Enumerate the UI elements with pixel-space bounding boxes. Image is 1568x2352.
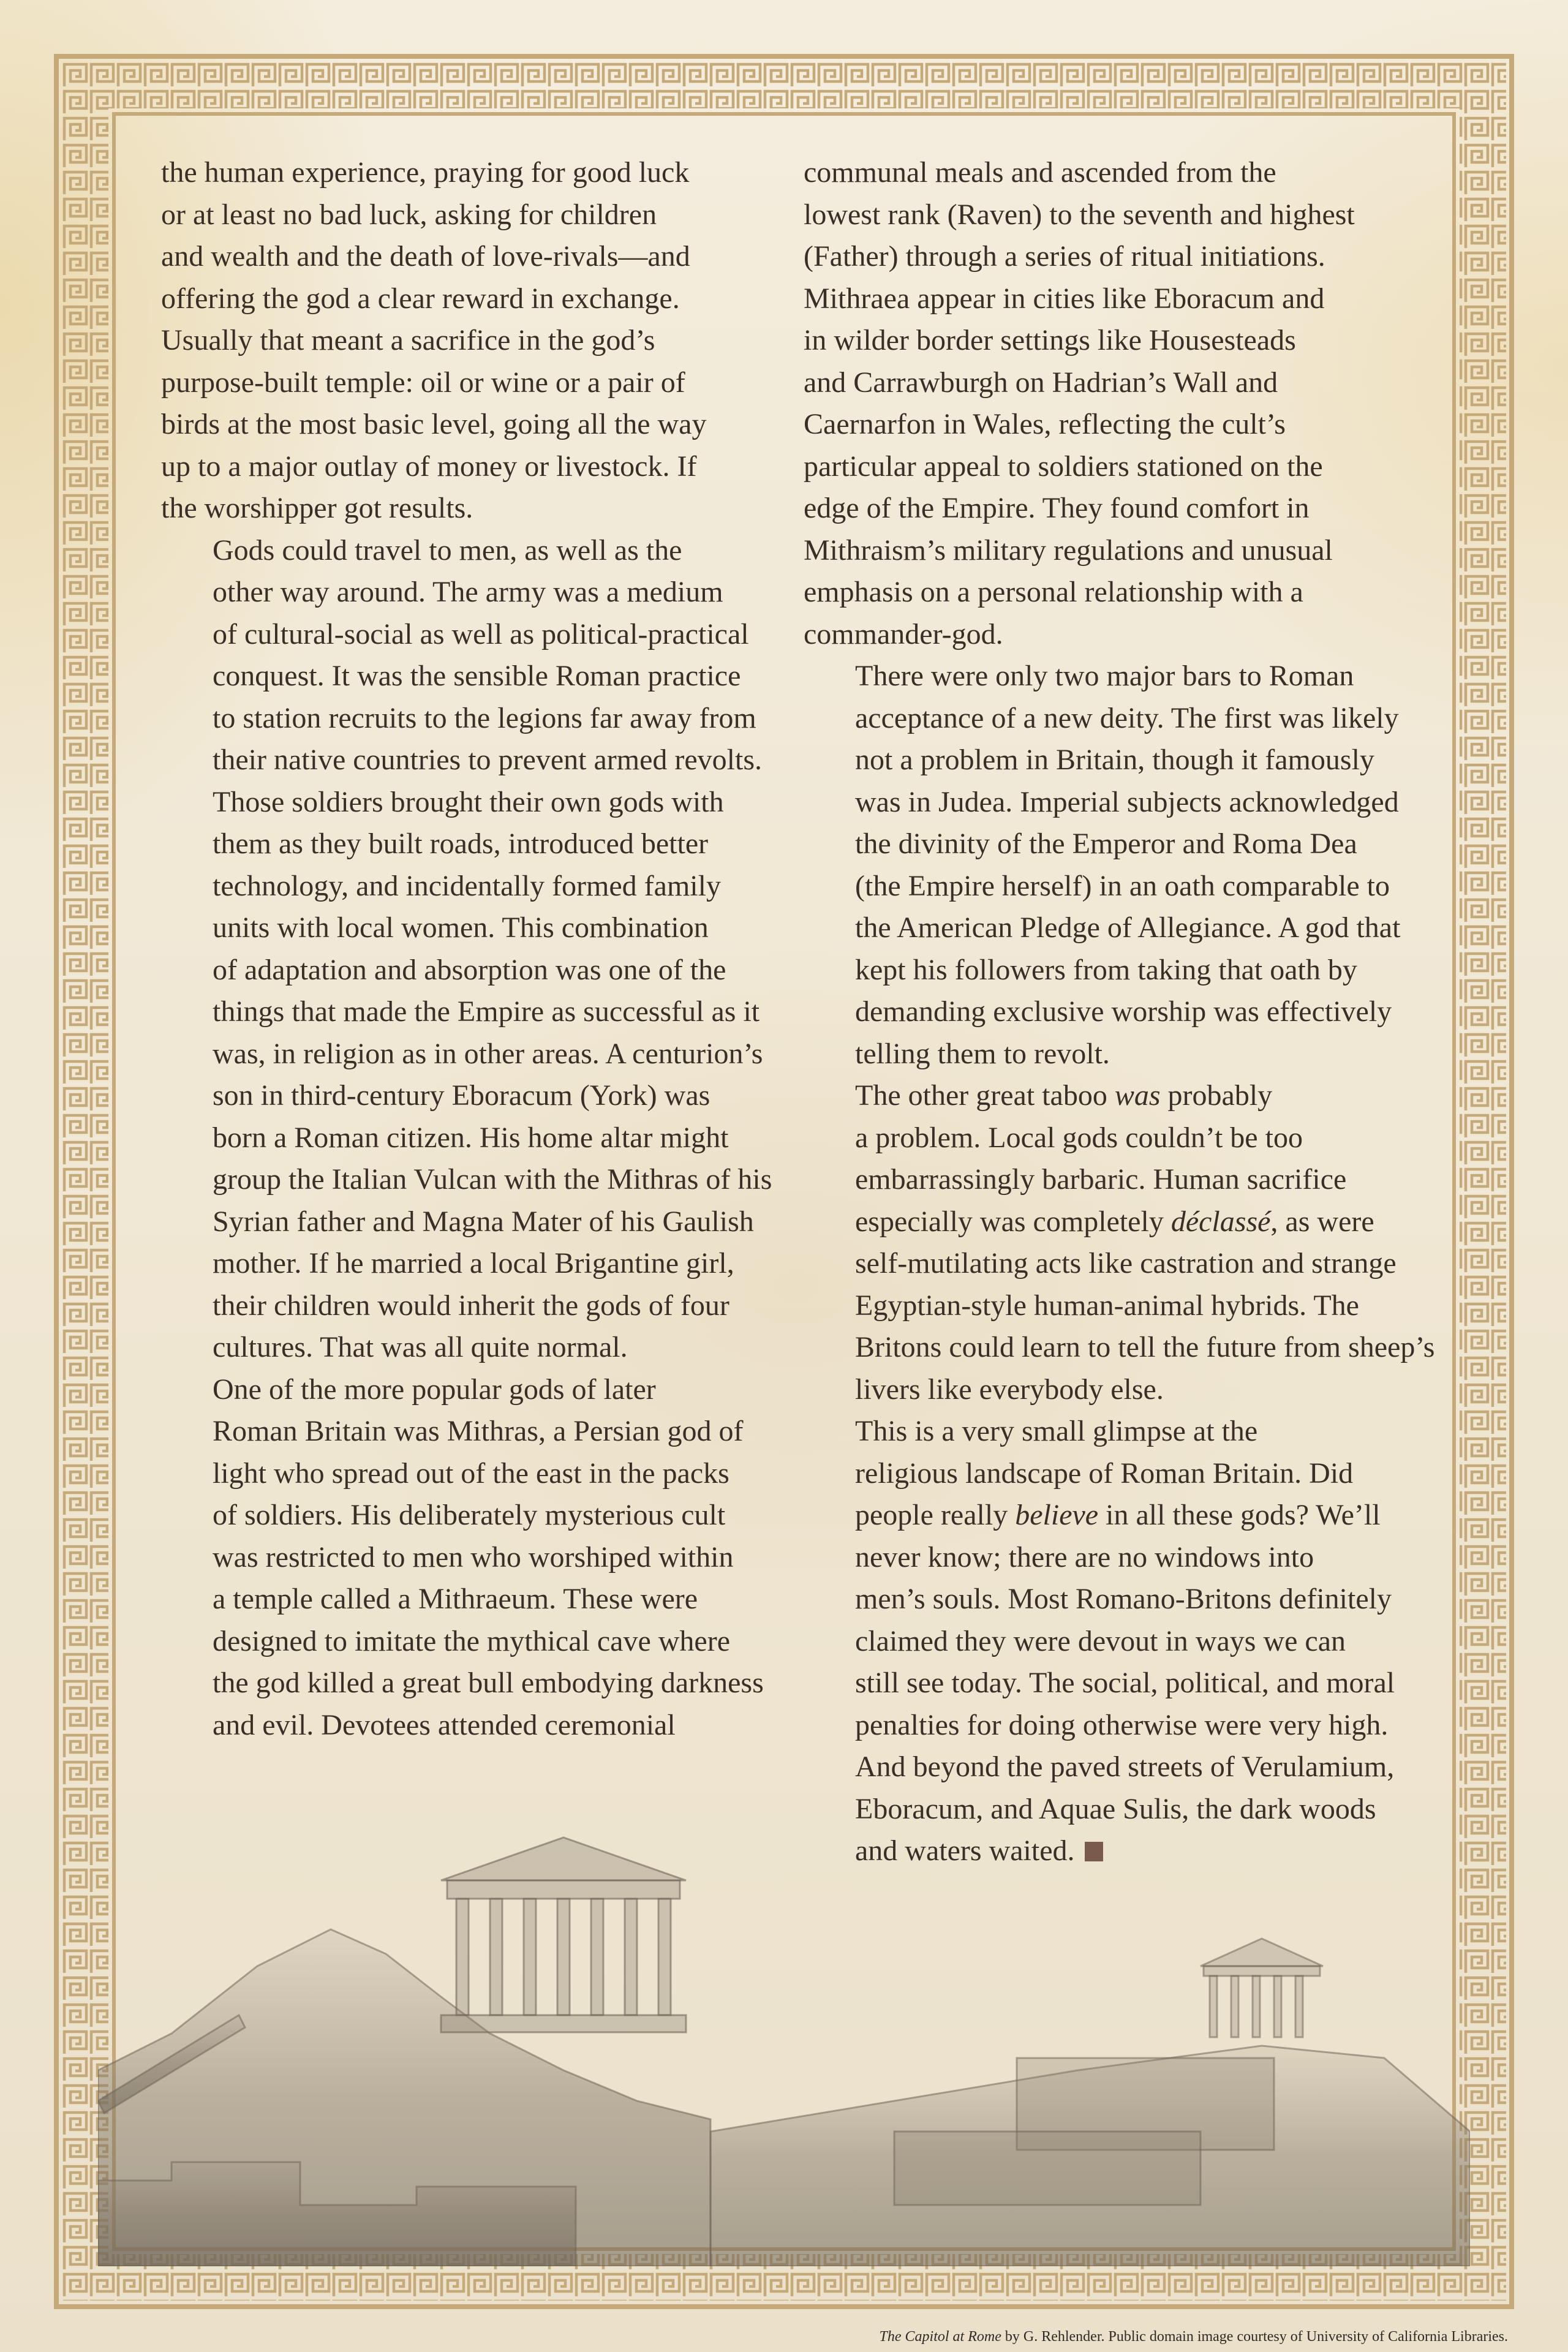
text-line: to station recruits to the legions far away from: [213, 701, 756, 734]
text-line: them as they built roads, introduced better: [213, 827, 709, 860]
text-line: in wilder border settings like Housesteads: [804, 324, 1296, 356]
text-line: people really believe in all these gods? We’ll: [855, 1499, 1381, 1531]
text-line: of adaptation and absorption was one of the: [213, 953, 726, 986]
text-line: and waters waited.: [804, 1830, 1416, 1872]
text-line: birds at the most basic level, going all the way: [161, 408, 707, 440]
text-line: There were only two major bars to Roman: [855, 660, 1354, 692]
text-line: penalties for doing otherwise were very high.: [855, 1708, 1389, 1741]
caption-title: The Capitol at Rome: [879, 2329, 1001, 2345]
text-line: Egyptian-style human-animal hybrids. The: [855, 1289, 1359, 1322]
text-line: and wealth and the death of love-rivals—and: [161, 240, 690, 273]
text-line: Britons could learn to tell the future from sheep’s: [855, 1331, 1435, 1363]
text-line: (Father) through a series of ritual initiations.: [804, 240, 1325, 273]
text-line: The other great taboo was probably: [855, 1079, 1273, 1112]
text-line: communal meals and ascended from the: [804, 156, 1276, 189]
text-line: And beyond the paved streets of Verulamium,: [855, 1751, 1395, 1783]
text-line: embarrassingly barbaric. Human sacrifice: [855, 1163, 1347, 1196]
text-line: the human experience, praying for good luck: [161, 156, 690, 189]
text-line: particular appeal to soldiers stationed on the: [804, 450, 1323, 483]
text-line: born a Roman citizen. His home altar might: [213, 1121, 729, 1154]
text-line: up to a major outlay of money or livestock. If: [161, 450, 697, 483]
text-line: commander-god.: [804, 617, 1003, 650]
text-line: the divinity of the Emperor and Roma Dea: [855, 827, 1357, 860]
text-line: livers like everybody else.: [855, 1373, 1164, 1406]
main-temple: [441, 1838, 686, 2032]
text-line: religious landscape of Roman Britain. Did: [855, 1457, 1354, 1490]
text-line: emphasis on a personal relationship with a: [804, 576, 1303, 608]
text-line: Roman Britain was Mithras, a Persian god of: [213, 1415, 744, 1447]
text-line: a temple called a Mithraeum. These were: [213, 1583, 698, 1615]
text-line: This is a very small glimpse at the: [855, 1415, 1258, 1447]
paragraph: [161, 1369, 774, 1747]
text-line: purpose-built temple: oil or wine or a pair of: [161, 366, 685, 399]
text-line: mother. If he married a local Brigantine girl,: [213, 1247, 734, 1280]
text-line: Gods could travel to men, as well as the: [213, 533, 682, 567]
text-line: Mithraea appear in cities like Eboracum and: [804, 282, 1325, 315]
text-line: offering the god a clear reward in exchange.: [161, 282, 680, 315]
text-line: units with local women. This combination: [213, 911, 709, 944]
text-line: Eboracum, and Aquae Sulis, the dark woods: [855, 1792, 1376, 1825]
paragraph: [804, 655, 1416, 1075]
paragraph: [161, 530, 774, 1369]
text-line: things that made the Empire as successful as it: [213, 995, 760, 1028]
paragraph: [804, 1411, 1416, 1872]
text-line: of cultural-social as well as political-practical: [213, 617, 749, 650]
text-line: designed to imitate the mythical cave where: [213, 1624, 731, 1657]
text-line: One of the more popular gods of later: [213, 1373, 656, 1406]
text-line: or at least no bad luck, asking for children: [161, 198, 657, 231]
text-line: edge of the Empire. They found comfort in: [804, 492, 1310, 524]
text-line: of soldiers. His deliberately mysterious cult: [213, 1499, 726, 1531]
text-line: demanding exclusive worship was effectively: [855, 995, 1392, 1028]
text-line: their children would inherit the gods of four: [213, 1289, 729, 1322]
text-line: Mithraism’s military regulations and unusual: [804, 533, 1333, 567]
paragraph: [804, 152, 1416, 655]
image-caption: [880, 2328, 1508, 2346]
text-line: the god killed a great bull embodying darkness: [213, 1667, 764, 1699]
text-line: the worshipper got results.: [161, 492, 473, 524]
paragraph: [804, 1075, 1435, 1411]
text-line: (the Empire herself) in an oath comparable to: [855, 869, 1390, 902]
text-line: was in Judea. Imperial subjects acknowledged: [855, 785, 1399, 818]
text-line: men’s souls. Most Romano-Britons definitely: [855, 1583, 1392, 1615]
text-line: group the Italian Vulcan with the Mithras of his: [213, 1163, 772, 1196]
text-line: son in third-century Eboracum (York) was: [213, 1079, 710, 1112]
text-line: still see today. The social, political, and moral: [855, 1667, 1395, 1699]
text-line: light who spread out of the east in the packs: [213, 1457, 729, 1490]
paragraph: [161, 152, 774, 530]
text-line: not a problem in Britain, though it famously: [855, 744, 1374, 776]
capitol-illustration: [98, 1813, 1470, 2266]
text-line: Caernarfon in Wales, reflecting the cult’s: [804, 408, 1286, 440]
text-line: their native countries to prevent armed revolts.: [213, 744, 763, 776]
text-line: other way around. The army was a medium: [213, 576, 723, 608]
text-line: a problem. Local gods couldn’t be too: [855, 1121, 1303, 1154]
text-line: kept his followers from taking that oath by: [855, 953, 1357, 986]
text-line: self-mutilating acts like castration and strange: [855, 1247, 1396, 1280]
text-line: claimed they were devout in ways we can: [855, 1624, 1346, 1657]
caption-credit: by G. Rehlender. Public domain image courtesy of University of California Libraries.: [1001, 2329, 1508, 2345]
text-line: acceptance of a new deity. The first was likely: [855, 701, 1399, 734]
text-column-right: [804, 152, 1435, 1872]
text-line: Usually that meant a sacrifice in the god’s: [161, 324, 655, 356]
text-line: technology, and incidentally formed family: [213, 869, 721, 902]
text-line: lowest rank (Raven) to the seventh and highest: [804, 198, 1355, 231]
text-line: Those soldiers brought their own gods with: [213, 785, 724, 818]
text-line: and Carrawburgh on Hadrian’s Wall and: [804, 366, 1278, 399]
text-line: the American Pledge of Allegiance. A god that: [855, 911, 1401, 944]
text-line: conquest. It was the sensible Roman practice: [213, 660, 741, 692]
text-line: never know; there are no windows into: [855, 1540, 1314, 1574]
text-line: telling them to revolt.: [855, 1037, 1110, 1070]
text-line: especially was completely déclassé, as were: [855, 1205, 1374, 1238]
text-line: was, in religion as in other areas. A centurion’s: [213, 1037, 763, 1070]
text-line: and evil. Devotees attended ceremonial: [213, 1708, 676, 1741]
text-line: was restricted to men who worshiped within: [213, 1540, 734, 1574]
text-line: Syrian father and Magna Mater of his Gaulish: [213, 1205, 754, 1238]
text-column-left: [161, 152, 774, 1746]
text-line: cultures. That was all quite normal.: [213, 1331, 628, 1363]
